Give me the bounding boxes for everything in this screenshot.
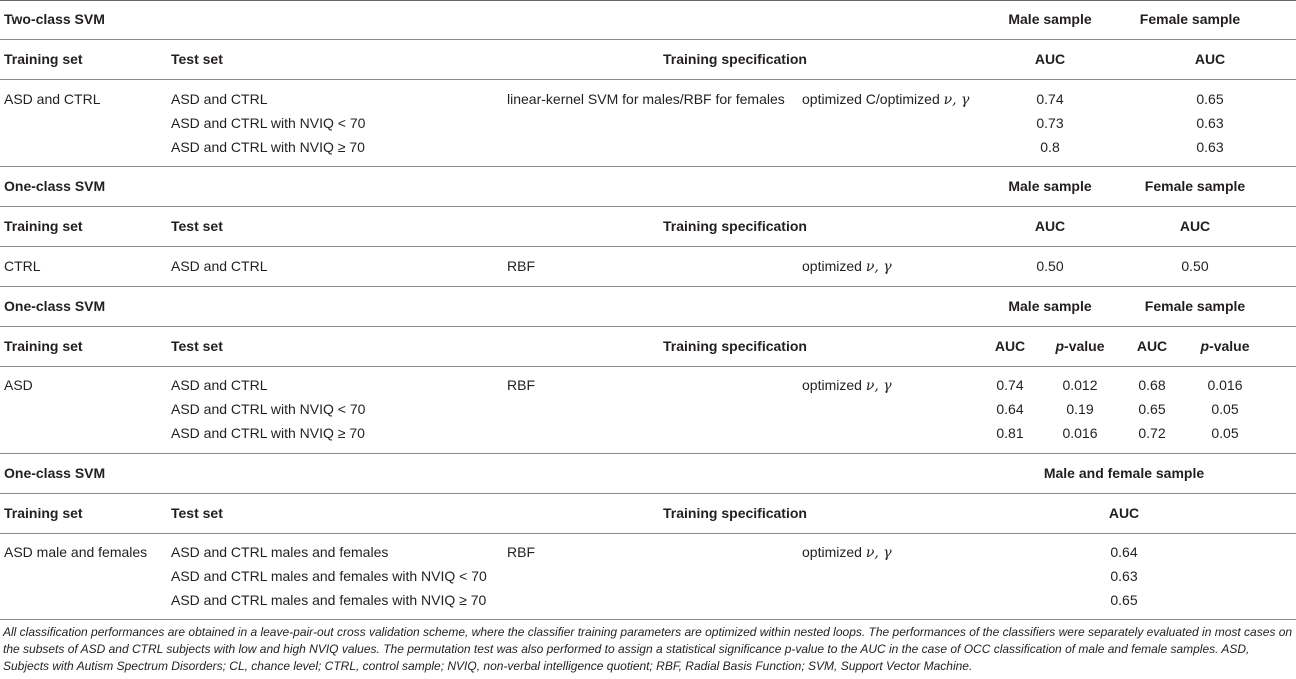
col-auc-female: AUC <box>1179 218 1211 234</box>
kernel-cell: RBF <box>507 544 535 560</box>
table-row <box>0 564 1296 588</box>
test-set-cell: ASD and CTRL males and females <box>171 544 389 560</box>
column-header-row <box>0 334 1296 358</box>
section-title-row <box>0 461 1296 485</box>
col-test-set: Test set <box>171 505 223 521</box>
params-cell <box>802 87 969 112</box>
section-title: One-class SVM <box>4 465 106 481</box>
p-letter: p <box>1200 338 1210 354</box>
col-test-set: Test set <box>171 51 223 67</box>
col-training-set: Training set <box>4 218 83 234</box>
female-auc-cell: 0.65 <box>1138 401 1166 417</box>
col-training-spec: Training specification <box>663 338 807 354</box>
training-set-cell: ASD <box>4 377 33 393</box>
params-prefix: optimized <box>802 258 866 274</box>
male-sample-header: Male sample <box>1008 298 1092 314</box>
col-auc: AUC <box>1108 505 1140 521</box>
test-set-cell: ASD and CTRL <box>171 91 268 107</box>
section-title-row <box>0 174 1296 198</box>
female-auc-cell: 0.63 <box>1196 115 1224 131</box>
female-auc-cell: 0.72 <box>1138 425 1166 441</box>
col-test-set: Test set <box>171 338 223 354</box>
rule <box>0 39 1296 40</box>
test-set-cell: ASD and CTRL males and females with NVIQ < 70 <box>171 568 487 584</box>
female-auc-cell: 0.68 <box>1138 377 1166 393</box>
col-auc-female: AUC <box>1136 338 1168 354</box>
male-auc-cell: 0.8 <box>1040 139 1060 155</box>
params-cell <box>802 254 892 279</box>
auc-cell: 0.63 <box>1110 568 1138 584</box>
test-set-cell: ASD and CTRL <box>171 258 268 274</box>
col-training-spec: Training specification <box>663 505 807 521</box>
male-auc-cell: 0.74 <box>996 377 1024 393</box>
male-auc-cell: 0.74 <box>1036 91 1064 107</box>
kernel-cell: RBF <box>507 377 535 393</box>
section-title-row <box>0 294 1296 318</box>
table-row <box>0 111 1296 135</box>
section-title-row <box>0 7 1296 31</box>
male-sample-header: Male sample <box>1008 178 1092 194</box>
rule <box>0 206 1296 207</box>
params-prefix: optimized <box>802 377 866 393</box>
male-p-cell: 0.012 <box>1062 377 1098 393</box>
test-set-cell: ASD and CTRL with NVIQ ≥ 70 <box>171 139 365 155</box>
male-auc-cell: 0.73 <box>1036 115 1064 131</box>
col-training-set: Training set <box>4 51 83 67</box>
kernel-cell: RBF <box>507 258 535 274</box>
training-set-cell: ASD and CTRL <box>4 91 101 107</box>
col-training-set: Training set <box>4 338 83 354</box>
kernel-cell: linear-kernel SVM for males/RBF for females <box>507 91 785 107</box>
male-auc-cell: 0.50 <box>1036 258 1064 274</box>
auc-cell: 0.65 <box>1110 592 1138 608</box>
column-header-row <box>0 47 1296 71</box>
table-row <box>0 540 1296 564</box>
male-p-cell: 0.016 <box>1062 425 1098 441</box>
rule <box>0 286 1296 287</box>
p-suffix: -value <box>1064 338 1105 354</box>
table-row <box>0 135 1296 159</box>
rule <box>0 166 1296 167</box>
section-title: One-class SVM <box>4 298 106 314</box>
col-test-set: Test set <box>171 218 223 234</box>
table-row <box>0 397 1296 421</box>
female-auc-cell: 0.63 <box>1196 139 1224 155</box>
p-letter: p <box>1055 338 1065 354</box>
col-auc-male: AUC <box>1034 218 1066 234</box>
params-cell <box>802 373 892 398</box>
combined-sample-header: Male and female sample <box>1043 465 1205 481</box>
column-header-row <box>0 214 1296 238</box>
table-row <box>0 588 1296 612</box>
col-training-spec: Training specification <box>663 51 807 67</box>
male-p-cell: 0.19 <box>1066 401 1094 417</box>
rule <box>0 366 1296 367</box>
table-row <box>0 87 1296 111</box>
female-sample-header: Female sample <box>1139 11 1241 27</box>
female-auc-cell: 0.50 <box>1181 258 1209 274</box>
male-sample-header: Male sample <box>1008 11 1092 27</box>
auc-cell: 0.64 <box>1110 544 1138 560</box>
test-set-cell: ASD and CTRL males and females with NVIQ ≥ 70 <box>171 592 487 608</box>
params-cell <box>802 540 892 565</box>
col-training-spec: Training specification <box>663 218 807 234</box>
section-title: Two-class SVM <box>4 11 105 27</box>
p-suffix: -value <box>1209 338 1250 354</box>
params-math: ν, γ <box>865 545 892 561</box>
female-p-cell: 0.016 <box>1207 377 1243 393</box>
table-row <box>0 373 1296 397</box>
rule <box>0 326 1296 327</box>
rule <box>0 493 1296 494</box>
training-set-cell: CTRL <box>4 258 41 274</box>
params-prefix: optimized C/optimized <box>802 91 944 107</box>
rule <box>0 533 1296 534</box>
params-math: ν, γ <box>865 259 892 275</box>
table-top-rule <box>0 0 1296 1</box>
params-prefix: optimized <box>802 544 866 560</box>
female-sample-header: Female sample <box>1144 178 1246 194</box>
params-math: ν, γ <box>865 378 892 394</box>
test-set-cell: ASD and CTRL <box>171 377 268 393</box>
col-auc-male: AUC <box>1034 51 1066 67</box>
female-p-cell: 0.05 <box>1211 425 1239 441</box>
male-auc-cell: 0.81 <box>996 425 1024 441</box>
section-title: One-class SVM <box>4 178 106 194</box>
params-math: ν, γ <box>943 92 970 108</box>
table-row <box>0 254 1296 278</box>
col-p-male <box>1045 334 1115 358</box>
female-p-cell: 0.05 <box>1211 401 1239 417</box>
rule <box>0 79 1296 80</box>
male-auc-cell: 0.64 <box>996 401 1024 417</box>
col-p-female <box>1190 334 1260 358</box>
rule <box>0 453 1296 454</box>
rule <box>0 246 1296 247</box>
table-bottom-rule <box>0 619 1296 620</box>
col-auc-male: AUC <box>994 338 1026 354</box>
test-set-cell: ASD and CTRL with NVIQ ≥ 70 <box>171 425 365 441</box>
test-set-cell: ASD and CTRL with NVIQ < 70 <box>171 115 366 131</box>
training-set-cell: ASD male and females <box>4 544 148 560</box>
table-footnote: All classification performances are obtained in a leave-pair-out cross validation scheme, where the classifier training parameters are optimized within nested loops. The performances of the classifiers were separately evaluated in most cases on the subsets of ASD and CTRL subjects with low and high NVIQ values. The permutation test was also performed to assign a statistical significance p-value to the AUC in the case of OCC classification of male and female samples. ASD, Subjects with Autism Spectrum Disorders; CL, chance level; CTRL, control sample; NVIQ, non-verbal intelligence quotient; RBF, Radial Basis Function; SVM, Support Vector Machine. <box>3 625 1293 673</box>
col-training-set: Training set <box>4 505 83 521</box>
col-auc-female: AUC <box>1194 51 1226 67</box>
female-auc-cell: 0.65 <box>1196 91 1224 107</box>
column-header-row <box>0 501 1296 525</box>
test-set-cell: ASD and CTRL with NVIQ < 70 <box>171 401 366 417</box>
female-sample-header: Female sample <box>1144 298 1246 314</box>
table-row <box>0 421 1296 445</box>
